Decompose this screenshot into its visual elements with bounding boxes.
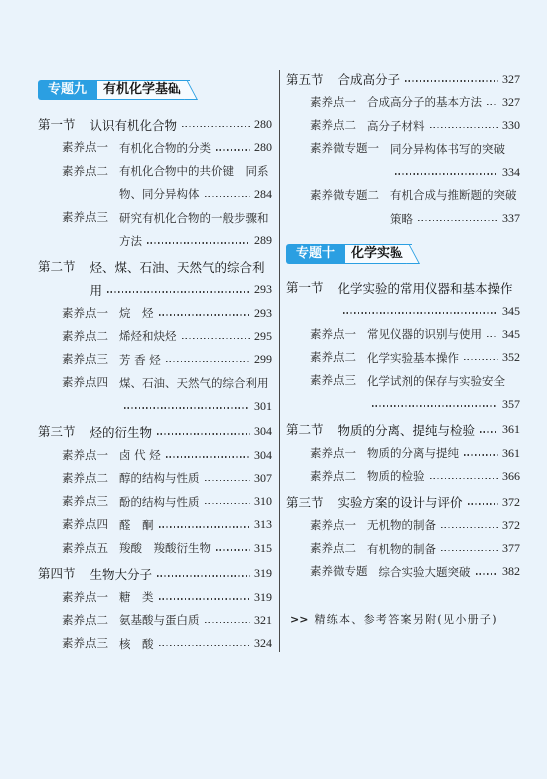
dot-leader — [107, 291, 250, 293]
item-title: 有机物的制备 — [367, 541, 436, 556]
entry-line — [119, 183, 272, 206]
toc-item — [286, 91, 520, 114]
dot-leader — [464, 359, 498, 361]
entry-line — [367, 369, 520, 392]
item-title: 卤 代 烃 — [119, 448, 161, 463]
item-body — [367, 91, 520, 114]
item-body — [367, 465, 520, 488]
item-label: 素养点二 — [310, 350, 356, 364]
section-body — [338, 491, 520, 514]
dot-leader — [418, 220, 498, 222]
dot-leader — [157, 433, 250, 435]
item-label: 素养点一 — [62, 140, 108, 155]
toc-section — [38, 420, 272, 443]
toc-section — [286, 418, 520, 441]
entry-line — [119, 160, 272, 183]
entry-line — [119, 325, 272, 348]
dot-leader — [205, 480, 251, 482]
entry-line — [367, 91, 520, 114]
dot-leader — [205, 503, 251, 505]
section-label: 第三节 — [286, 494, 324, 510]
toc-item — [286, 537, 520, 560]
entry-line — [90, 420, 272, 443]
item-body — [119, 160, 272, 207]
entry-line — [367, 465, 520, 488]
item-label: 素养点三 — [62, 352, 108, 366]
dot-leader — [468, 503, 498, 505]
toc-item — [286, 137, 520, 184]
section-title: 化学实验的常用仪器和基本操作 — [337, 280, 513, 296]
section-body — [338, 276, 520, 323]
dot-leader — [343, 312, 498, 314]
entry-line — [390, 161, 520, 184]
toc-item — [38, 537, 272, 560]
page-number: 361 — [502, 422, 520, 437]
dot-leader — [487, 104, 498, 106]
toc-column-left — [38, 80, 272, 655]
dot-leader — [430, 478, 499, 480]
toc-item — [38, 490, 272, 513]
item-title: 常见仪器的识别与使用 — [367, 327, 482, 342]
item-label: 素养点二 — [310, 541, 356, 555]
item-label: 素养点三 — [62, 636, 108, 650]
entry-line — [338, 68, 520, 91]
toc-item — [38, 632, 272, 655]
page-number: 293 — [254, 282, 272, 297]
topic-header — [38, 80, 272, 100]
page-number: 321 — [254, 612, 272, 627]
footnote-marker: >> — [290, 612, 309, 626]
footnote — [286, 610, 520, 630]
item-title: 酚的结构与性质 — [119, 494, 200, 509]
entry-line — [367, 442, 520, 465]
entry-line — [90, 562, 272, 585]
item-body — [119, 609, 272, 632]
section-title: 物质的分离、提纯与检验 — [337, 422, 476, 438]
toc-item — [38, 513, 272, 536]
section-label: 第四节 — [38, 566, 76, 582]
entry-line — [119, 229, 272, 252]
item-label: 素养点一 — [62, 589, 108, 604]
page-number: 280 — [254, 140, 272, 155]
section-title: 生物大分子 — [89, 566, 153, 582]
section-body — [90, 113, 272, 136]
entry-line — [338, 491, 520, 514]
item-body — [390, 137, 520, 184]
entry-line — [90, 278, 272, 301]
item-title: 化学试剂的保存与实验安全 — [367, 373, 505, 388]
item-label: 素养点一 — [310, 517, 356, 532]
toc-item — [38, 302, 272, 325]
item-label: 素养点一 — [310, 326, 356, 341]
section-label: 第五节 — [286, 71, 324, 87]
page-number: 372 — [502, 494, 520, 509]
item-label: 素养微专题二 — [310, 187, 379, 202]
page-number: 352 — [502, 350, 520, 365]
page-number: 284 — [254, 186, 272, 201]
entry-line — [119, 371, 272, 394]
item-label: 素养点二 — [62, 612, 108, 627]
entry-line — [119, 395, 272, 418]
page-number: 330 — [502, 118, 520, 133]
dot-leader — [441, 550, 498, 552]
entry-line — [338, 276, 520, 299]
item-body — [119, 206, 272, 253]
toc-item — [38, 348, 272, 371]
entry-line — [379, 560, 521, 583]
item-label: 素养点三 — [62, 494, 108, 508]
item-body — [119, 371, 272, 418]
entry-line — [90, 113, 272, 136]
item-body — [367, 346, 520, 369]
item-title: 芳 香 烃 — [119, 352, 161, 367]
section-title: 烃、煤、石油、天然气的综合利 — [89, 259, 265, 275]
item-title: 综合实验大题突破 — [378, 564, 471, 579]
item-title: 醇的结构与性质 — [119, 471, 200, 486]
section-body — [90, 562, 272, 585]
item-body — [119, 490, 272, 513]
item-label: 素养点一 — [62, 305, 108, 320]
toc-section — [38, 562, 272, 585]
page-number: 295 — [254, 328, 272, 343]
item-body — [119, 586, 272, 609]
dot-leader — [147, 242, 250, 244]
section-title: 合成高分子 — [337, 72, 401, 88]
section-body — [338, 68, 520, 91]
section-label: 第二节 — [38, 259, 76, 274]
item-body — [367, 514, 520, 537]
item-title: 氨基酸与蛋白质 — [119, 613, 200, 628]
column-divider — [279, 70, 280, 652]
section-body — [338, 418, 520, 441]
page-number: 345 — [502, 303, 520, 318]
entry-line — [338, 300, 520, 323]
toc-section — [286, 276, 520, 323]
page-number: 319 — [254, 566, 272, 581]
toc-item — [38, 444, 272, 467]
page-number: 289 — [254, 233, 272, 248]
entry-line — [119, 490, 272, 513]
toc-item — [38, 371, 272, 418]
section-label: 第一节 — [286, 280, 324, 296]
toc-section — [38, 113, 272, 136]
entry-line — [90, 255, 272, 278]
item-body — [367, 323, 520, 346]
entry-line — [119, 586, 272, 609]
entry-line — [367, 514, 520, 537]
toc-item — [38, 136, 272, 159]
item-title-continued: 物、同分异构体 — [119, 187, 200, 202]
toc-item — [38, 586, 272, 609]
item-body — [119, 302, 272, 325]
topic-title: 化学实验 — [345, 244, 412, 264]
dot-leader — [205, 622, 251, 624]
item-body — [367, 537, 520, 560]
dot-leader — [124, 407, 250, 409]
toc-item — [286, 514, 520, 537]
entry-line — [367, 393, 520, 416]
item-title: 研究有机化合物的一般步骤和 — [119, 210, 269, 225]
page-number: 327 — [502, 94, 520, 109]
entry-line — [390, 207, 520, 230]
page-number: 382 — [502, 564, 520, 579]
section-label: 第一节 — [38, 117, 76, 132]
section-title: 实验方案的设计与评价 — [337, 495, 463, 511]
page-number: 310 — [254, 494, 272, 509]
page-number: 319 — [254, 589, 272, 604]
item-label: 素养点一 — [62, 447, 108, 462]
entry-line — [119, 444, 272, 467]
dot-leader — [441, 527, 498, 529]
page-number: 304 — [254, 447, 272, 462]
item-label: 素养点二 — [62, 163, 108, 178]
toc-section — [286, 491, 520, 514]
page-number: 304 — [254, 424, 272, 439]
section-title: 认识有机化合物 — [89, 117, 178, 133]
page-number: 299 — [254, 352, 272, 367]
entry-line — [119, 609, 272, 632]
entry-line — [119, 632, 272, 655]
dot-leader — [480, 431, 498, 433]
toc-item — [38, 206, 272, 253]
item-title: 煤、石油、天然气的综合利用 — [119, 375, 269, 390]
entry-line — [367, 537, 520, 560]
item-title: 化学实验基本操作 — [367, 350, 459, 365]
item-body — [119, 467, 272, 490]
page-number: 361 — [502, 445, 520, 460]
item-title: 糖 类 — [119, 590, 154, 605]
section-label: 第二节 — [286, 422, 324, 438]
section-title: 烃的衍生物 — [89, 424, 153, 440]
page-number: 366 — [502, 468, 520, 483]
toc-item — [286, 465, 520, 488]
footnote-text: 精练本、参考答案另附(见小册子) — [314, 612, 498, 626]
page-number: 345 — [502, 326, 520, 341]
toc-item — [286, 560, 520, 583]
dot-leader — [372, 405, 498, 407]
toc-item — [38, 609, 272, 632]
item-title-continued: 策略 — [390, 211, 413, 226]
dot-leader — [182, 126, 250, 128]
item-body — [119, 136, 272, 159]
item-title-continued: 方法 — [119, 233, 142, 248]
entry-line — [119, 467, 272, 490]
item-label: 素养点四 — [62, 517, 108, 532]
item-body — [119, 537, 272, 560]
item-label: 素养点二 — [62, 470, 108, 485]
dot-leader — [476, 573, 499, 575]
page-number: 315 — [254, 540, 272, 555]
item-body — [119, 513, 272, 536]
page-number: 301 — [254, 398, 272, 413]
item-title: 物质的分离与提纯 — [367, 446, 459, 461]
dot-leader — [159, 526, 251, 528]
item-label: 素养点三 — [310, 373, 356, 388]
item-body — [119, 632, 272, 655]
topic-title: 有机化学基础 — [97, 80, 190, 100]
entry-line — [367, 114, 520, 137]
dot-leader — [487, 336, 498, 338]
dot-leader — [205, 196, 251, 198]
item-title: 无机物的制备 — [367, 518, 436, 533]
item-label: 素养点五 — [62, 540, 108, 555]
item-title: 有机化合物的分类 — [119, 140, 211, 155]
dot-leader — [182, 338, 251, 340]
dot-leader — [395, 173, 498, 175]
section-body — [90, 255, 272, 302]
dot-leader — [159, 314, 251, 316]
dot-leader — [430, 127, 499, 129]
toc-item — [38, 325, 272, 348]
item-title: 高分子材料 — [367, 118, 425, 133]
item-title: 烯烃和炔烃 — [119, 329, 177, 344]
entry-line — [367, 323, 520, 346]
entry-line — [367, 346, 520, 369]
dot-leader — [464, 454, 498, 456]
page-number: 324 — [254, 636, 272, 651]
item-title: 核 酸 — [119, 636, 154, 651]
item-label: 素养点二 — [310, 118, 356, 132]
item-title: 醛 酮 — [119, 517, 154, 532]
section-title-continued: 用 — [89, 282, 103, 298]
toc-item — [286, 323, 520, 346]
item-body — [390, 184, 520, 231]
topic-badge: 专题十 — [286, 244, 345, 264]
toc-item — [286, 369, 520, 416]
page-number: 293 — [254, 305, 272, 320]
toc-section — [286, 68, 520, 91]
page-number: 327 — [502, 71, 520, 86]
dot-leader — [405, 80, 498, 82]
entry-line — [119, 537, 272, 560]
section-body — [90, 420, 272, 443]
page-number: 313 — [254, 517, 272, 532]
page-number: 334 — [502, 164, 520, 179]
toc-section — [38, 255, 272, 302]
entry-line — [119, 513, 272, 536]
toc-item — [286, 184, 520, 231]
entry-line — [119, 206, 272, 229]
item-body — [119, 348, 272, 371]
item-label: 素养微专题 — [310, 564, 368, 579]
toc-item — [286, 114, 520, 137]
page-number: 372 — [502, 517, 520, 532]
dot-leader — [159, 645, 251, 647]
item-title: 有机合成与推断题的突破 — [390, 188, 517, 203]
item-title: 有机化合物中的共价键 同系 — [119, 164, 269, 179]
section-label: 第三节 — [38, 424, 76, 440]
entry-line — [390, 137, 520, 160]
item-label: 素养点三 — [62, 210, 108, 224]
entry-line — [119, 348, 272, 371]
entry-line — [119, 302, 272, 325]
dot-leader — [216, 549, 250, 551]
page-number: 357 — [502, 396, 520, 411]
item-body — [119, 444, 272, 467]
dot-leader — [159, 598, 251, 600]
page-number: 337 — [502, 211, 520, 226]
entry-line — [338, 418, 520, 441]
toc-item — [38, 467, 272, 490]
item-title: 合成高分子的基本方法 — [367, 95, 482, 110]
entry-line — [119, 136, 272, 159]
item-body — [119, 325, 272, 348]
dot-leader — [166, 361, 250, 363]
page-number: 280 — [254, 117, 272, 132]
item-body — [367, 369, 520, 416]
item-label: 素养点四 — [62, 375, 108, 390]
entry-line — [390, 184, 520, 207]
item-body — [379, 560, 521, 583]
item-body — [367, 114, 520, 137]
toc-item — [38, 160, 272, 207]
item-label: 素养点二 — [310, 468, 356, 483]
toc-item — [286, 442, 520, 465]
page-number: 377 — [502, 541, 520, 556]
topic-header — [286, 244, 520, 264]
page-number: 307 — [254, 470, 272, 485]
item-label: 素养点一 — [310, 445, 356, 460]
dot-leader — [157, 575, 250, 577]
item-title: 物质的检验 — [367, 469, 425, 484]
dot-leader — [216, 149, 250, 151]
item-title: 烷 烃 — [119, 306, 154, 321]
topic-badge: 专题九 — [38, 80, 97, 100]
item-title: 羧酸 羧酸衍生物 — [119, 541, 211, 556]
toc-item — [286, 346, 520, 369]
dot-leader — [166, 456, 250, 458]
item-title: 同分异构体书写的突破 — [390, 141, 505, 156]
toc-column-right — [286, 65, 520, 630]
item-label: 素养微专题一 — [310, 141, 379, 156]
item-label: 素养点二 — [62, 328, 108, 343]
item-label: 素养点一 — [310, 94, 356, 109]
item-body — [367, 442, 520, 465]
